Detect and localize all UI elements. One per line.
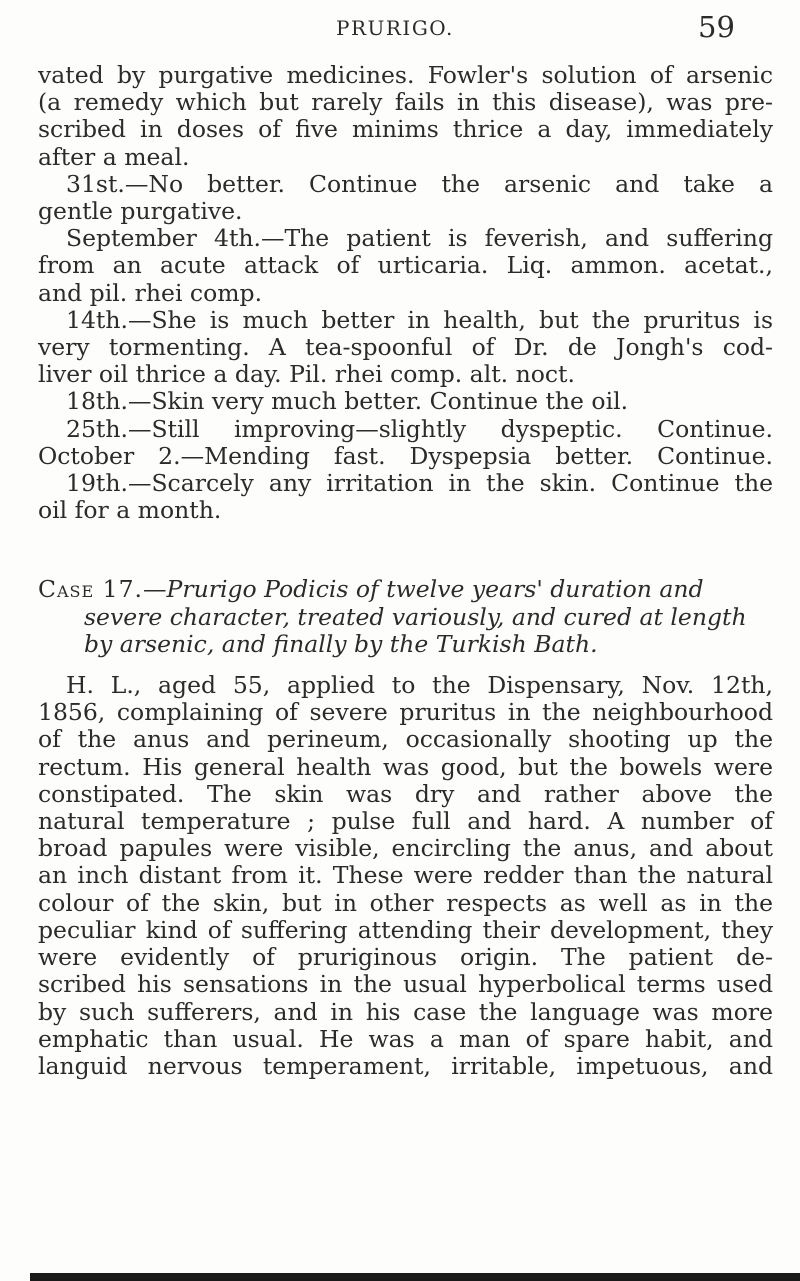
text-line: 31st.—No better. Continue the arsenic and take a [66,169,773,198]
text-line: of the anus and perineum, occasionally shooting up the [38,725,773,754]
text-line: October 2.—Mending fast. Dyspepsia better. Continue. [38,441,773,470]
text-line: 18th.—Skin very much better. Continue the oil. [66,387,629,416]
text-line: and pil. rhei comp. [38,278,263,307]
text-line: natural temperature ; pulse full and hard. A number of [38,807,773,836]
case-title-line: by arsenic, and finally by the Turkish Bath. [84,629,598,658]
text-line: scribed his sensations in the usual hyperbolical terms used [38,970,773,999]
running-title: PRURIGO. [336,16,454,40]
text-line: emphatic than usual. He was a man of spare habit, and [38,1024,773,1053]
text-line: after a meal. [38,142,190,171]
text-line: peculiar kind of suffering attending their development, they [38,915,773,944]
text-line: by such sufferers, and in his case the language was more [38,997,773,1026]
scan-edge-bar [30,1273,800,1281]
text-line: an inch distant from it. These were redder than the natural [38,861,773,890]
text-line: scribed in doses of five minims thrice a day, immediately [38,115,773,144]
text-line: constipated. The skin was dry and rather above the [38,779,773,808]
text-line: rectum. His general health was good, but the bowels were [38,752,773,781]
section-gap [38,524,773,576]
text-line: very tormenting. A tea-spoonful of Dr. de Jongh's cod- [38,333,773,362]
text-line: H. L., aged 55, applied to the Dispensary, Nov. 12th, [66,671,773,700]
section-gap [38,658,773,672]
text-line: 14th.—She is much better in health, but the pruritus is [66,305,773,334]
page-number: 59 [698,10,735,44]
text-line: (a remedy which but rarely fails in this disease), was pre- [38,88,773,117]
text-line: 1856, complaining of severe pruritus in the neighbourhood [38,698,773,727]
running-head [0,6,800,46]
text-line: from an acute attack of urticaria. Liq. ammon. acetat., [38,251,773,280]
case-title-line: —Prurigo Podicis of twelve years' duration and [143,575,704,604]
text-line: colour of the skin, but in other respects as well as in the [38,888,773,917]
case-title-line: severe character, treated variously, and cured at length [84,602,747,631]
case-heading [38,576,773,603]
text-line: languid nervous temperament, irritable, impetuous, and [38,1051,773,1080]
text-line: September 4th.—The patient is feverish, and suffering [66,224,773,253]
text-line: oil for a month. [38,496,222,525]
text-line: were evidently of pruriginous origin. The patient de- [38,943,773,972]
text-line: gentle purgative. [38,197,243,226]
text-line: 25th.—Still improving—slightly dyspeptic. Continue. [66,414,773,443]
text-line: broad papules were visible, encircling the anus, and about [38,834,773,863]
text-line: liver oil thrice a day. Pil. rhei comp. alt. noct. [38,360,575,389]
text-line: vated by purgative medicines. Fowler's solution of arsenic [38,61,773,89]
body-text [38,62,773,1080]
case-label: Case 17. [38,575,144,604]
text-line: 19th.—Scarcely any irritation in the skin. Continue the [66,469,773,498]
